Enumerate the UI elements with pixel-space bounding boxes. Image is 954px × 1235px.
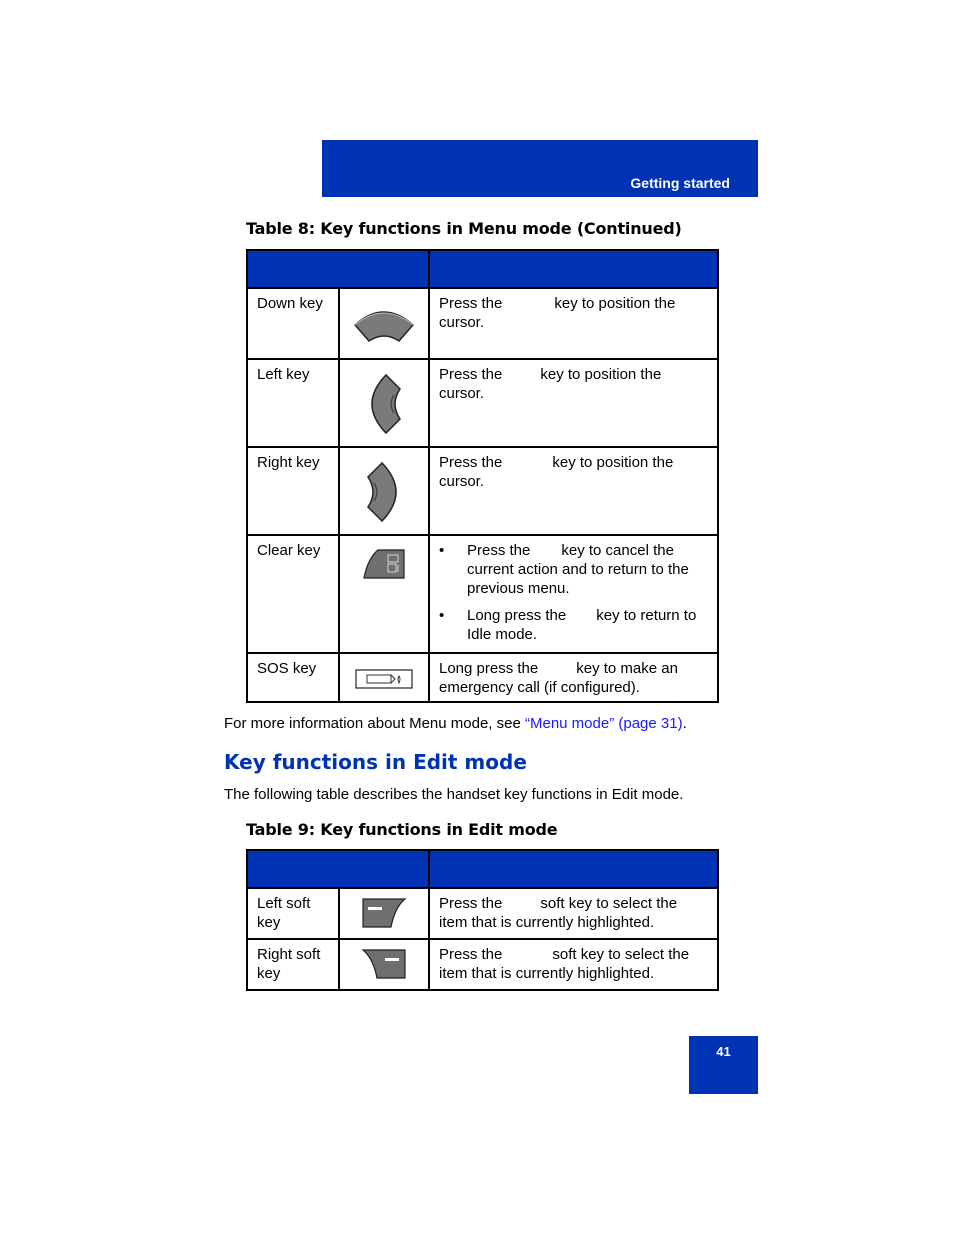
- desc-post: soft key to select the item that is currently highlighted.: [439, 895, 678, 931]
- section-heading: Key functions in Edit mode: [224, 750, 527, 774]
- list-item: • Long press the key to return to Idle mode.: [439, 607, 697, 643]
- clear-key-bullets: [439, 541, 711, 644]
- page-number: 41: [716, 1044, 731, 1059]
- left-soft-key-icon: [361, 897, 407, 929]
- desc-post: key to position the cursor.: [439, 454, 674, 490]
- desc-post: soft key to select the item that is currently highlighted.: [439, 946, 690, 982]
- table-row: [247, 653, 718, 702]
- clear-key-icon: [362, 548, 406, 580]
- right-soft-key-icon: [361, 948, 407, 980]
- list-item: • Press the key to cancel the current action and to return to the previous menu.: [439, 542, 689, 597]
- key-name: Clear key: [247, 535, 339, 653]
- key-name: Right key: [247, 447, 339, 535]
- table-row: [247, 447, 718, 535]
- key-name: SOS key: [247, 653, 339, 702]
- table-row: [247, 359, 718, 447]
- table-header-row: [247, 250, 718, 288]
- menu-mode-link[interactable]: “Menu mode” (page 31): [524, 715, 683, 732]
- key-name: Right soft key: [247, 939, 339, 990]
- key-name: Left soft key: [247, 888, 339, 939]
- desc-pre: Press the: [439, 895, 503, 912]
- table-row: [247, 535, 718, 653]
- desc-pre: Press the: [439, 366, 503, 383]
- desc-post: key to position the cursor.: [439, 295, 676, 331]
- table8: [246, 249, 719, 703]
- down-key-icon: [351, 301, 417, 357]
- desc-post: key to make an emergency call (if configured).: [439, 660, 678, 696]
- table9: [246, 849, 719, 991]
- page-number-box: [689, 1036, 758, 1094]
- key-name: Left key: [247, 359, 339, 447]
- left-key-icon: [364, 373, 404, 435]
- section-title: Getting started: [630, 175, 730, 191]
- table-row: [247, 288, 718, 359]
- header-band: [322, 140, 758, 197]
- key-name: Down key: [247, 288, 339, 359]
- desc-post: key to position the cursor.: [439, 366, 662, 402]
- right-key-icon: [364, 461, 404, 523]
- desc-pre: Press the: [439, 295, 503, 312]
- sos-key-icon: [355, 668, 413, 690]
- table8-caption: Table 8: Key functions in Menu mode (Continued): [246, 219, 682, 238]
- more-info-text: For more information about Menu mode, see “Menu mode” (page 31).: [224, 715, 687, 732]
- desc-pre: Press the: [439, 454, 503, 471]
- desc-pre: Press the: [439, 946, 503, 963]
- desc-pre: Long press the: [439, 660, 539, 677]
- table-row: [247, 888, 718, 939]
- table-header-row: [247, 850, 718, 888]
- table9-caption: Table 9: Key functions in Edit mode: [246, 820, 558, 839]
- section-intro: The following table describes the handset key functions in Edit mode.: [224, 786, 684, 803]
- table-row: [247, 939, 718, 990]
